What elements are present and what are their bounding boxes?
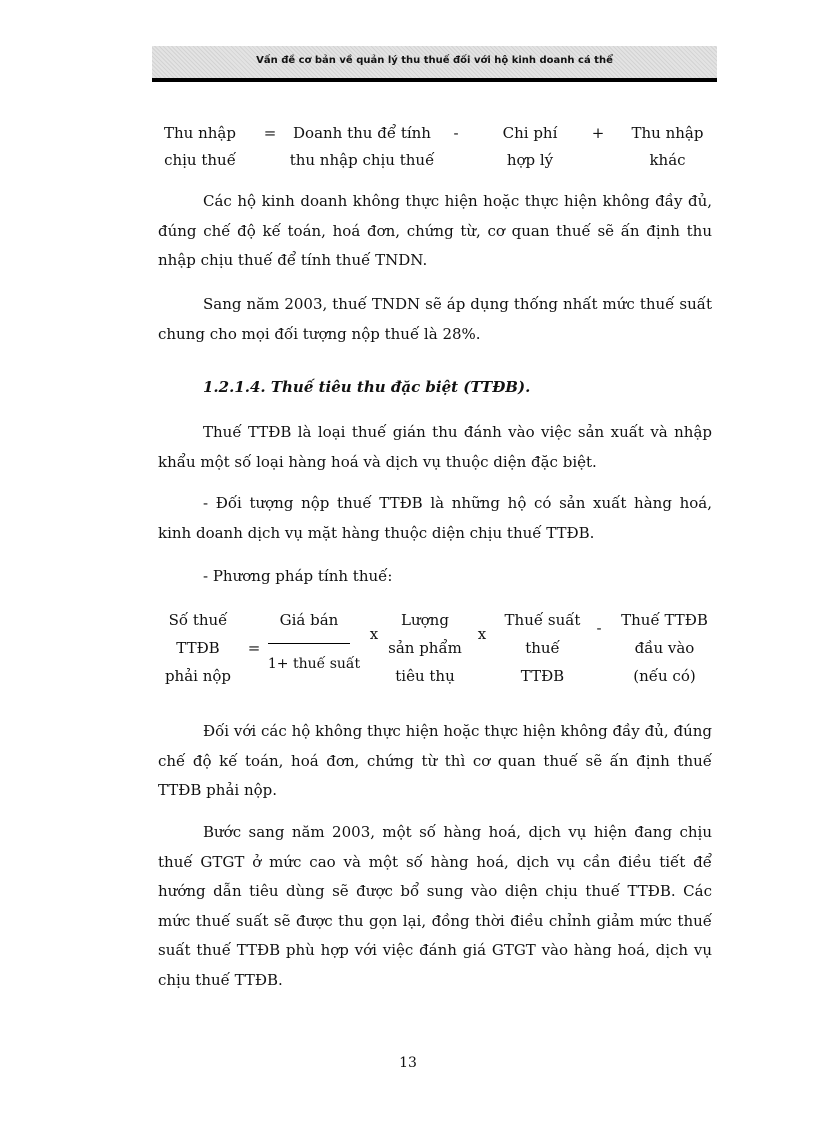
formula2-input-line2: đầu vào	[634, 639, 695, 657]
section-heading: 1.2.1.4. Thuế tiêu thu đặc biệt (TTĐB).	[203, 378, 531, 396]
formula1-term1-line2: chịu thuế	[164, 151, 236, 169]
formula2-lhs-line3: phải nộp	[164, 667, 232, 685]
formula2-qty-line2: sản phẩm	[388, 639, 462, 657]
formula2-qty-line3: tiêu thụ	[395, 667, 455, 685]
formula1-term1-line1: Thu nhập	[164, 124, 236, 142]
formula1-term2-line1: Doanh thu để tính	[293, 124, 431, 142]
formula1-plus: +	[591, 124, 605, 142]
formula1-term2-line2: thu nhập chịu thuế	[289, 151, 435, 169]
formula1-equals: =	[263, 124, 277, 142]
formula2-numerator: Giá bán	[279, 611, 339, 629]
formula2-times1: x	[369, 625, 379, 643]
formula2-rate-line3: TTĐB	[520, 667, 565, 685]
page-number: 13	[399, 1055, 417, 1071]
paragraph-ttdb-definition: Thuế TTĐB là loại thuế gián thu đánh vào việc sản xuất và nhập khẩu một số loại hàng hoá và dịch vụ thuộc diện đặc biệt.	[158, 423, 712, 471]
paragraph-tndn-rate: Sang năm 2003, thuế TNDN sẽ áp dụng thống nhất mức thuế suất chung cho mọi đối tượng nộp thuế là 28%.	[158, 295, 712, 343]
formula1-minus: -	[453, 124, 459, 142]
paragraph-ttdb-2003: Bước sang năm 2003, một số hàng hoá, dịch vụ hiện đang chịu thuế GTGT ở mức cao và một số hàng hoá, dịch vụ cần điều tiết để hướng dẫn tiêu dùng sẽ được bổ sung vào diện chịu thuế TTĐB. Các mức thuế suất sẽ được thu gọn lại, đồng thời điều chỉnh giảm mức thuế suất thuế TTĐB phù hợp với việc đánh giá GTGT vào hàng hoá, dịch vụ chịu thuế TTĐB.	[158, 823, 712, 989]
formula1-term3-line2: hợp lý	[506, 151, 554, 169]
formula1-term3-line1: Chi phí	[502, 124, 558, 142]
formula2-lhs-line2: TTĐB	[176, 639, 220, 657]
formula2-input-line1: Thuế TTĐB	[621, 611, 708, 629]
header-rule	[152, 78, 717, 82]
formula2-minus: -	[596, 619, 602, 637]
formula2-lhs-line1: Số thuế	[168, 611, 228, 629]
formula2-equals: =	[247, 639, 261, 657]
header-title: Vấn đề cơ bản về quản lý thu thuế đối với hộ kinh doanh cá thể	[256, 55, 613, 66]
paragraph-ttdb-payers: - Đối tượng nộp thuế TTĐB là những hộ có sản xuất hàng hoá, kinh doanh dịch vụ mặt hàng thuộc diện chịu thuế TTĐB.	[158, 494, 712, 542]
formula2-denominator: 1+ thuế suất	[267, 656, 361, 672]
formula2-rate-line1: Thuế suất	[504, 611, 581, 629]
paragraph-ttdb-assessment: Đối với các hộ không thực hiện hoặc thực hiện không đầy đủ, đúng chế độ kế toán, hoá đơn, chứng từ thì cơ quan thuế sẽ ấn định thuế TTĐB phải nộp.	[158, 722, 712, 799]
formula1-term4-line1: Thu nhập	[631, 124, 704, 142]
formula2-input-line3: (nếu có)	[633, 667, 696, 685]
paragraph-calculation-method: - Phương pháp tính thuế:	[203, 567, 393, 585]
formula2-times2: x	[477, 625, 487, 643]
formula2-rate-line2: thuế	[525, 639, 560, 657]
fraction-bar	[268, 643, 350, 644]
paragraph-undeclared-income: Các hộ kinh doanh không thực hiện hoặc thực hiện không đầy đủ, đúng chế độ kế toán, hoá đơn, chứng từ, cơ quan thuế sẽ ấn định thu nhập chịu thuế để tính thuế TNDN.	[158, 192, 712, 269]
running-header	[152, 46, 717, 78]
formula1-term4-line2: khác	[649, 151, 686, 169]
formula2-qty-line1: Lượng	[401, 611, 449, 629]
